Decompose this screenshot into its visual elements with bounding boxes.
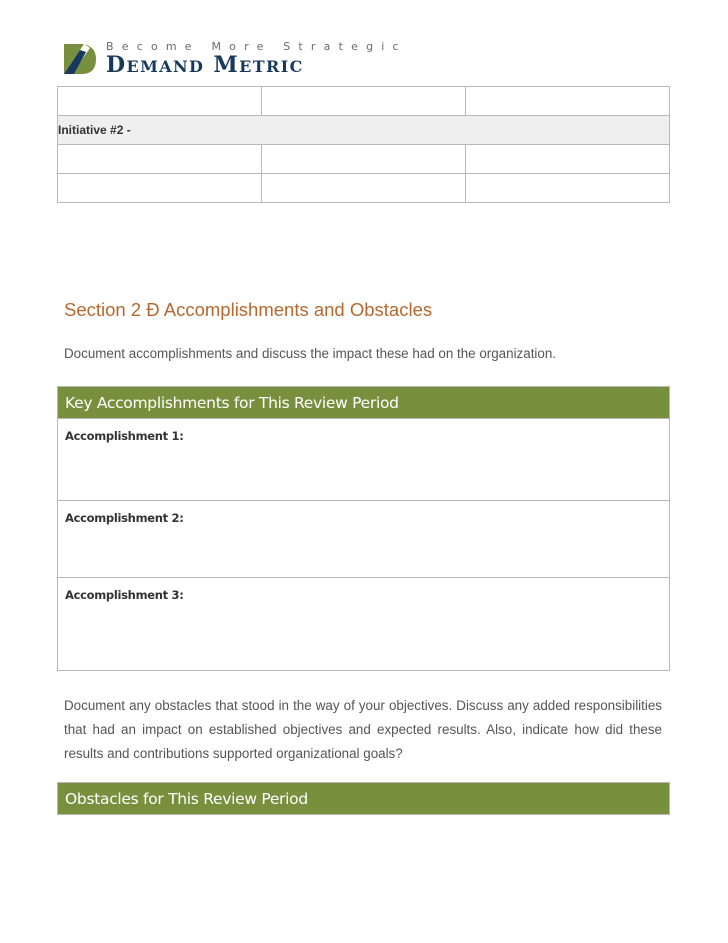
table-row (58, 174, 670, 203)
accomplishments-header: Key Accomplishments for This Review Period (58, 387, 669, 418)
company-logo (62, 38, 407, 80)
accomplishments-box (57, 386, 670, 671)
table-cell[interactable] (466, 145, 670, 174)
table-cell[interactable] (58, 87, 262, 116)
obstacles-box (57, 782, 670, 815)
table-cell[interactable] (466, 174, 670, 203)
accomplishment-row-1[interactable] (58, 418, 669, 500)
brand-rest-etric: ETRIC (239, 57, 304, 76)
brand-initial-d: D (106, 52, 127, 78)
logo-brand-name (106, 52, 304, 78)
accomplishment-label: Accomplishment 3: (65, 588, 184, 602)
obstacles-instructions: Document any obstacles that stood in the way of your objectives. Discuss any added responsibilities that had an impact on established objectives and expected results. Also, indicate how did these results and contributions supported organizational goals? (64, 698, 662, 761)
table-cell[interactable] (58, 145, 262, 174)
table-cell[interactable] (262, 174, 466, 203)
logo-tagline: Become More Strategic (106, 40, 407, 53)
initiative-2-label[interactable]: Initiative #2 - (58, 116, 670, 145)
accomplishment-row-2[interactable] (58, 500, 669, 577)
brand-initial-m: M (213, 52, 240, 78)
initiative-row (58, 116, 670, 145)
demand-metric-logo-mark-icon (62, 42, 98, 76)
accomplishment-label: Accomplishment 1: (65, 429, 184, 443)
table-cell[interactable] (262, 87, 466, 116)
section-2-description: Document accomplishments and discuss the impact these had on the organization. (64, 346, 557, 361)
brand-rest-emand: EMAND (126, 57, 205, 76)
initiatives-table (57, 86, 670, 203)
table-cell[interactable] (262, 145, 466, 174)
section-2-title: Section 2 Ð Accomplishments and Obstacles (64, 299, 433, 320)
obstacles-header-divider (58, 814, 669, 815)
accomplishment-label: Accomplishment 2: (65, 511, 184, 525)
obstacles-header: Obstacles for This Review Period (58, 783, 669, 814)
table-row (58, 145, 670, 174)
table-cell[interactable] (466, 87, 670, 116)
accomplishment-row-3[interactable] (58, 577, 669, 670)
table-row (58, 87, 670, 116)
table-cell[interactable] (58, 174, 262, 203)
